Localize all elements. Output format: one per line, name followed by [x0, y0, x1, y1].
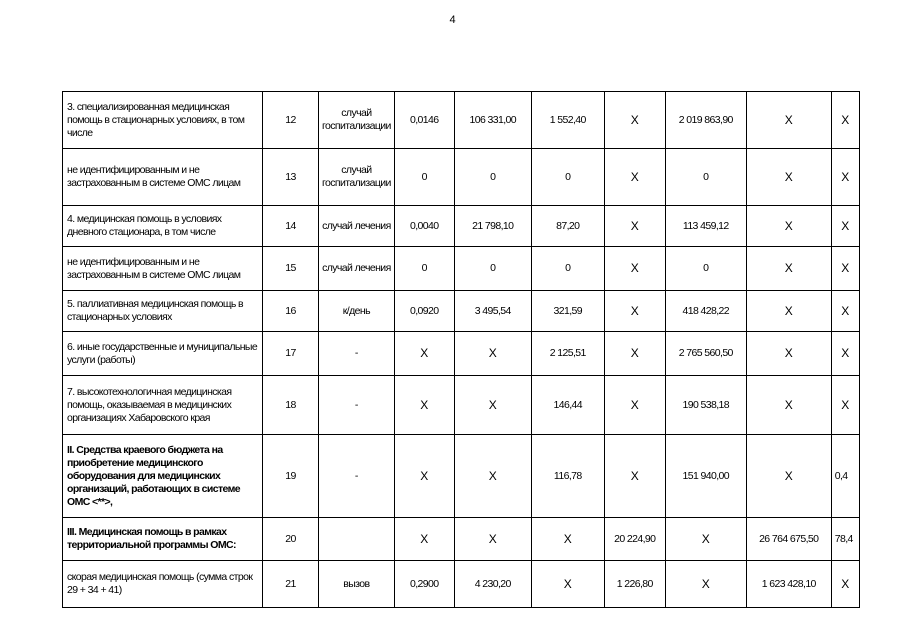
cost-per-unit-cell: Х [454, 376, 531, 435]
cost-per-unit-cell: Х [454, 518, 531, 561]
cost-per-unit-cell: 0 [454, 247, 531, 291]
budget-total-cell: 2 019 863,90 [665, 92, 746, 149]
row-number: 17 [263, 332, 319, 376]
oms-per-capita-cell: Х [604, 376, 665, 435]
oms-per-capita-cell: Х [604, 332, 665, 376]
row-number: 18 [263, 376, 319, 435]
section-heading: II. Средства краевого бюджета на приобретение медицинского оборудования для медицинских организаций, работающих в системе ОМС <**>, [63, 435, 263, 518]
budget-per-capita-cell: 0 [531, 247, 604, 291]
oms-per-capita-cell: Х [604, 206, 665, 247]
budget-per-capita-cell: 116,78 [531, 435, 604, 518]
oms-per-capita-cell: Х [604, 247, 665, 291]
percent-cell: 0,4 [831, 435, 859, 518]
volume-cell: 0,0146 [394, 92, 454, 149]
percent-cell: Х [831, 92, 859, 149]
page-number: 4 [449, 14, 456, 26]
table-row [63, 376, 860, 435]
oms-per-capita-cell: 20 224,90 [604, 518, 665, 561]
percent-cell: 78,4 [831, 518, 859, 561]
row-description: 3. специализированная медицинская помощь в стационарных условиях, в том числе [63, 92, 263, 149]
row-description: не идентифицированным и не застрахованным в системе ОМС лицам [63, 149, 263, 206]
unit-cell: случай лечения [319, 247, 395, 291]
percent-cell: Х [831, 561, 859, 608]
budget-total-cell: 151 940,00 [665, 435, 746, 518]
budget-total-cell: 0 [665, 149, 746, 206]
table-row [63, 435, 860, 518]
volume-cell: Х [394, 518, 454, 561]
oms-total-cell: Х [746, 92, 831, 149]
budget-total-cell: 113 459,12 [665, 206, 746, 247]
volume-cell: Х [394, 435, 454, 518]
volume-cell: Х [394, 332, 454, 376]
budget-per-capita-cell: Х [531, 518, 604, 561]
unit-cell: - [319, 376, 395, 435]
row-number: 16 [263, 291, 319, 332]
unit-cell: случай госпитализации [319, 92, 395, 149]
row-number: 13 [263, 149, 319, 206]
budget-total-cell: 190 538,18 [665, 376, 746, 435]
row-number: 19 [263, 435, 319, 518]
oms-total-cell: Х [746, 376, 831, 435]
section-heading: III. Медицинская помощь в рамках территориальной программы ОМС: [63, 518, 263, 561]
volume-cell: 0 [394, 149, 454, 206]
budget-per-capita-cell: 0 [531, 149, 604, 206]
cost-per-unit-cell: 21 798,10 [454, 206, 531, 247]
cost-per-unit-cell: 4 230,20 [454, 561, 531, 608]
oms-total-cell: Х [746, 247, 831, 291]
cost-per-unit-cell: 106 331,00 [454, 92, 531, 149]
row-number: 21 [263, 561, 319, 608]
oms-per-capita-cell: Х [604, 92, 665, 149]
budget-per-capita-cell: 87,20 [531, 206, 604, 247]
volume-cell: 0,0920 [394, 291, 454, 332]
volume-cell: 0 [394, 247, 454, 291]
row-description: 7. высокотехнологичная медицинская помощь, оказываемая в медицинских организациях Хабаровского края [63, 376, 263, 435]
percent-cell: Х [831, 291, 859, 332]
oms-total-cell: 26 764 675,50 [746, 518, 831, 561]
table-row [63, 149, 860, 206]
budget-table [62, 91, 860, 608]
oms-total-cell: Х [746, 149, 831, 206]
row-description: 6. иные государственные и муниципальные услуги (работы) [63, 332, 263, 376]
row-number: 20 [263, 518, 319, 561]
budget-per-capita-cell: 321,59 [531, 291, 604, 332]
volume-cell: 0,2900 [394, 561, 454, 608]
unit-cell: случай госпитализации [319, 149, 395, 206]
row-number: 14 [263, 206, 319, 247]
table-row [63, 206, 860, 247]
unit-cell: - [319, 435, 395, 518]
budget-total-cell: Х [665, 518, 746, 561]
row-description: 5. паллиативная медицинская помощь в стационарных условиях [63, 291, 263, 332]
unit-cell [319, 518, 395, 561]
row-description: не идентифицированным и не застрахованным в системе ОМС лицам [63, 247, 263, 291]
oms-total-cell: Х [746, 332, 831, 376]
cost-per-unit-cell: 3 495,54 [454, 291, 531, 332]
percent-cell: Х [831, 206, 859, 247]
table-row [63, 561, 860, 608]
unit-cell: к/день [319, 291, 395, 332]
unit-cell: - [319, 332, 395, 376]
oms-per-capita-cell: Х [604, 291, 665, 332]
table-row [63, 291, 860, 332]
oms-total-cell: Х [746, 435, 831, 518]
row-description: скорая медицинская помощь (сумма строк 29 + 34 + 41) [63, 561, 263, 608]
percent-cell: Х [831, 332, 859, 376]
row-number: 15 [263, 247, 319, 291]
cost-per-unit-cell: Х [454, 332, 531, 376]
budget-total-cell: 0 [665, 247, 746, 291]
budget-total-cell: 2 765 560,50 [665, 332, 746, 376]
unit-cell: вызов [319, 561, 395, 608]
oms-total-cell: Х [746, 291, 831, 332]
budget-total-cell: 418 428,22 [665, 291, 746, 332]
table-row [63, 92, 860, 149]
table-row [63, 247, 860, 291]
volume-cell: 0,0040 [394, 206, 454, 247]
budget-per-capita-cell: Х [531, 561, 604, 608]
oms-total-cell: 1 623 428,10 [746, 561, 831, 608]
table-row [63, 518, 860, 561]
budget-per-capita-cell: 1 552,40 [531, 92, 604, 149]
budget-total-cell: Х [665, 561, 746, 608]
oms-total-cell: Х [746, 206, 831, 247]
row-description: 4. медицинская помощь в условиях дневного стационара, в том числе [63, 206, 263, 247]
row-number: 12 [263, 92, 319, 149]
budget-per-capita-cell: 146,44 [531, 376, 604, 435]
volume-cell: Х [394, 376, 454, 435]
unit-cell: случай лечения [319, 206, 395, 247]
oms-per-capita-cell: 1 226,80 [604, 561, 665, 608]
percent-cell: Х [831, 149, 859, 206]
cost-per-unit-cell: 0 [454, 149, 531, 206]
oms-per-capita-cell: Х [604, 435, 665, 518]
oms-per-capita-cell: Х [604, 149, 665, 206]
cost-per-unit-cell: Х [454, 435, 531, 518]
budget-per-capita-cell: 2 125,51 [531, 332, 604, 376]
percent-cell: Х [831, 376, 859, 435]
percent-cell: Х [831, 247, 859, 291]
table-row [63, 332, 860, 376]
